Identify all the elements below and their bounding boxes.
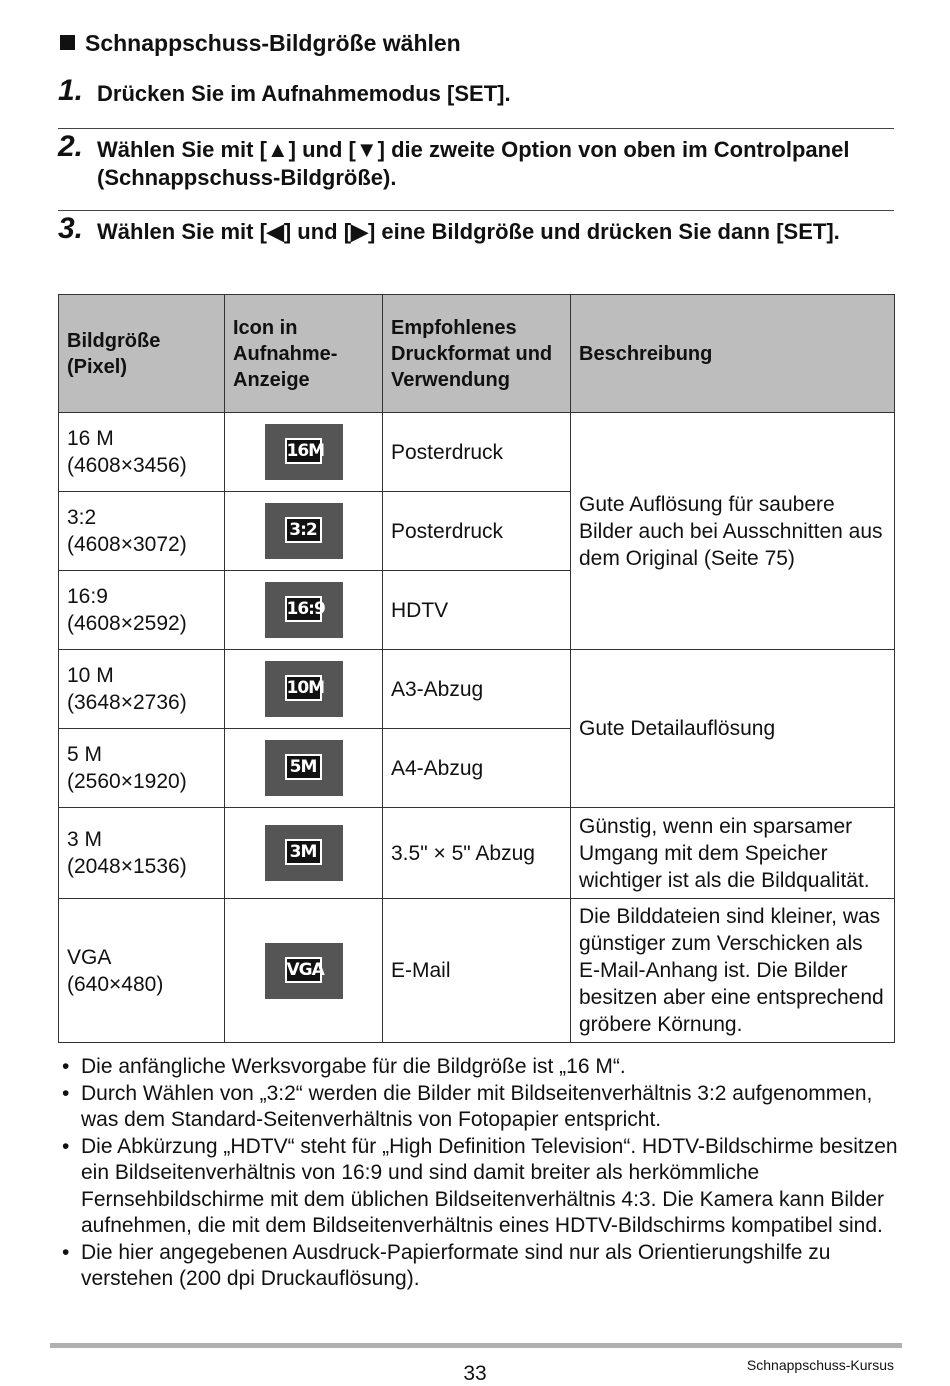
- size-16m-icon: 16M: [265, 424, 343, 480]
- size-cell: [59, 492, 225, 571]
- size-cell: [59, 729, 225, 808]
- table-header-row: [59, 295, 895, 413]
- pixel-dimensions: (640×480): [67, 972, 164, 996]
- size-10m-icon: 10M: [265, 661, 343, 717]
- size-16-9-icon: 16:9: [265, 582, 343, 638]
- size-cell: [59, 650, 225, 729]
- note-item: • Durch Wählen von „3:2“ werden die Bilder mit Bildseitenverhältnis 3:2 aufgenommen, was dem Standard-Seitenverhältnis von Fotopapier entspricht.: [60, 1081, 900, 1134]
- pixel-dimensions: (3648×2736): [67, 691, 187, 714]
- size-5m-icon: 5M: [265, 740, 343, 796]
- size-label: 10 M: [67, 664, 114, 687]
- notes-list: [60, 1054, 900, 1293]
- size-label: 3 M: [67, 828, 103, 851]
- header-icon: Icon in Aufnahme-Anzeige: [225, 295, 383, 413]
- header-description: Beschreibung: [571, 295, 895, 413]
- description: Die Bilddateien sind kleiner, was günstiger zum Verschicken als E-Mail-Anhang ist. Die Bilder besitzen aber eine entsprechend gröbere Körnung.: [571, 899, 895, 1043]
- step-2: [58, 130, 894, 192]
- size-3-2-icon: 3:2: [265, 503, 343, 559]
- size-cell: [59, 899, 225, 1043]
- divider: [58, 210, 894, 211]
- header-image-size: Bildgröße (Pixel): [59, 295, 225, 413]
- square-bullet-icon: [60, 35, 75, 50]
- table-row: [59, 899, 895, 1043]
- description: Gute Auflösung für saubere Bilder auch bei Ausschnitten aus dem Original (Seite 75): [571, 413, 895, 650]
- page-number: 33: [463, 1362, 487, 1385]
- header-print-format: Empfohlenes Druckformat und Verwendung: [383, 295, 571, 413]
- note-item: • Die Abkürzung „HDTV“ steht für „High Definition Television“. HDTV-Bildschirme besitzen ein Bildseitenverhältnis von 16:9 und sind damit breiter als herkömmliche Fernsehbildschirme mit dem üblichen Bildseitenverhältnis 4:3. Die Kamera kann Bilder aufnehmen, die mit dem Bildseitenverhältnis eines HDTV-Bildschirms kompatibel sind.: [60, 1134, 900, 1240]
- pixel-dimensions: (4608×2592): [67, 612, 187, 635]
- pixel-dimensions: (2048×1536): [67, 855, 187, 878]
- size-cell: [59, 571, 225, 650]
- print-format: Posterdruck: [383, 492, 571, 571]
- size-label: 5 M: [67, 743, 103, 766]
- step-text: Wählen Sie mit [▲] und [▼] die zweite Option von oben im Controlpanel (Schnappschuss-Bildgröße).: [97, 137, 850, 190]
- size-3m-icon: 3M: [265, 825, 343, 881]
- footer-section-label: Schnappschuss-Kursus: [746, 1357, 894, 1373]
- icon-cell: [225, 729, 383, 808]
- size-label: 3:2: [67, 506, 97, 529]
- note-item: • Die anfängliche Werksvorgabe für die Bildgröße ist „16 M“.: [60, 1054, 900, 1081]
- icon-cell: [225, 571, 383, 650]
- icon-cell: [225, 492, 383, 571]
- print-format: 3.5" × 5" Abzug: [383, 808, 571, 899]
- pixel-dimensions: (4608×3072): [67, 533, 187, 556]
- section-heading: [60, 30, 461, 57]
- step-1: [58, 74, 894, 108]
- step-number: 2.: [58, 130, 84, 163]
- size-cell: [59, 413, 225, 492]
- size-vga-icon: VGA: [265, 943, 343, 999]
- size-label: 16:9: [67, 585, 108, 608]
- print-format: A4-Abzug: [383, 729, 571, 808]
- step-3: [58, 212, 894, 246]
- size-label: VGA: [67, 945, 112, 969]
- table-row: [59, 650, 895, 729]
- print-format: A3-Abzug: [383, 650, 571, 729]
- note-item: • Die hier angegebenen Ausdruck-Papierformate sind nur als Orientierungshilfe zu verstehen (200 dpi Druckauflösung).: [60, 1240, 900, 1293]
- description: Gute Detailauflösung: [571, 650, 895, 808]
- image-size-table: [58, 294, 895, 1043]
- divider: [58, 128, 894, 129]
- print-format: Posterdruck: [383, 413, 571, 492]
- icon-cell: [225, 413, 383, 492]
- print-format: E-Mail: [383, 899, 571, 1043]
- table-row: [59, 808, 895, 899]
- step-text: Wählen Sie mit [◀] und [▶] eine Bildgröße und drücken Sie dann [SET].: [97, 219, 840, 244]
- description: Günstig, wenn ein sparsamer Umgang mit dem Speicher wichtiger ist als die Bildqualität.: [571, 808, 895, 899]
- print-format: HDTV: [383, 571, 571, 650]
- section-title: Schnappschuss-Bildgröße wählen: [85, 30, 461, 56]
- step-text: Drücken Sie im Aufnahmemodus [SET].: [97, 81, 511, 106]
- size-cell: [59, 808, 225, 899]
- icon-cell: [225, 808, 383, 899]
- icon-cell: [225, 650, 383, 729]
- footer-divider: [50, 1343, 902, 1348]
- pixel-dimensions: (4608×3456): [67, 454, 187, 477]
- icon-cell: [225, 899, 383, 1043]
- step-number: 3.: [58, 212, 84, 245]
- step-number: 1.: [58, 74, 84, 107]
- size-label: 16 M: [67, 427, 114, 450]
- pixel-dimensions: (2560×1920): [67, 770, 187, 793]
- table-row: [59, 413, 895, 492]
